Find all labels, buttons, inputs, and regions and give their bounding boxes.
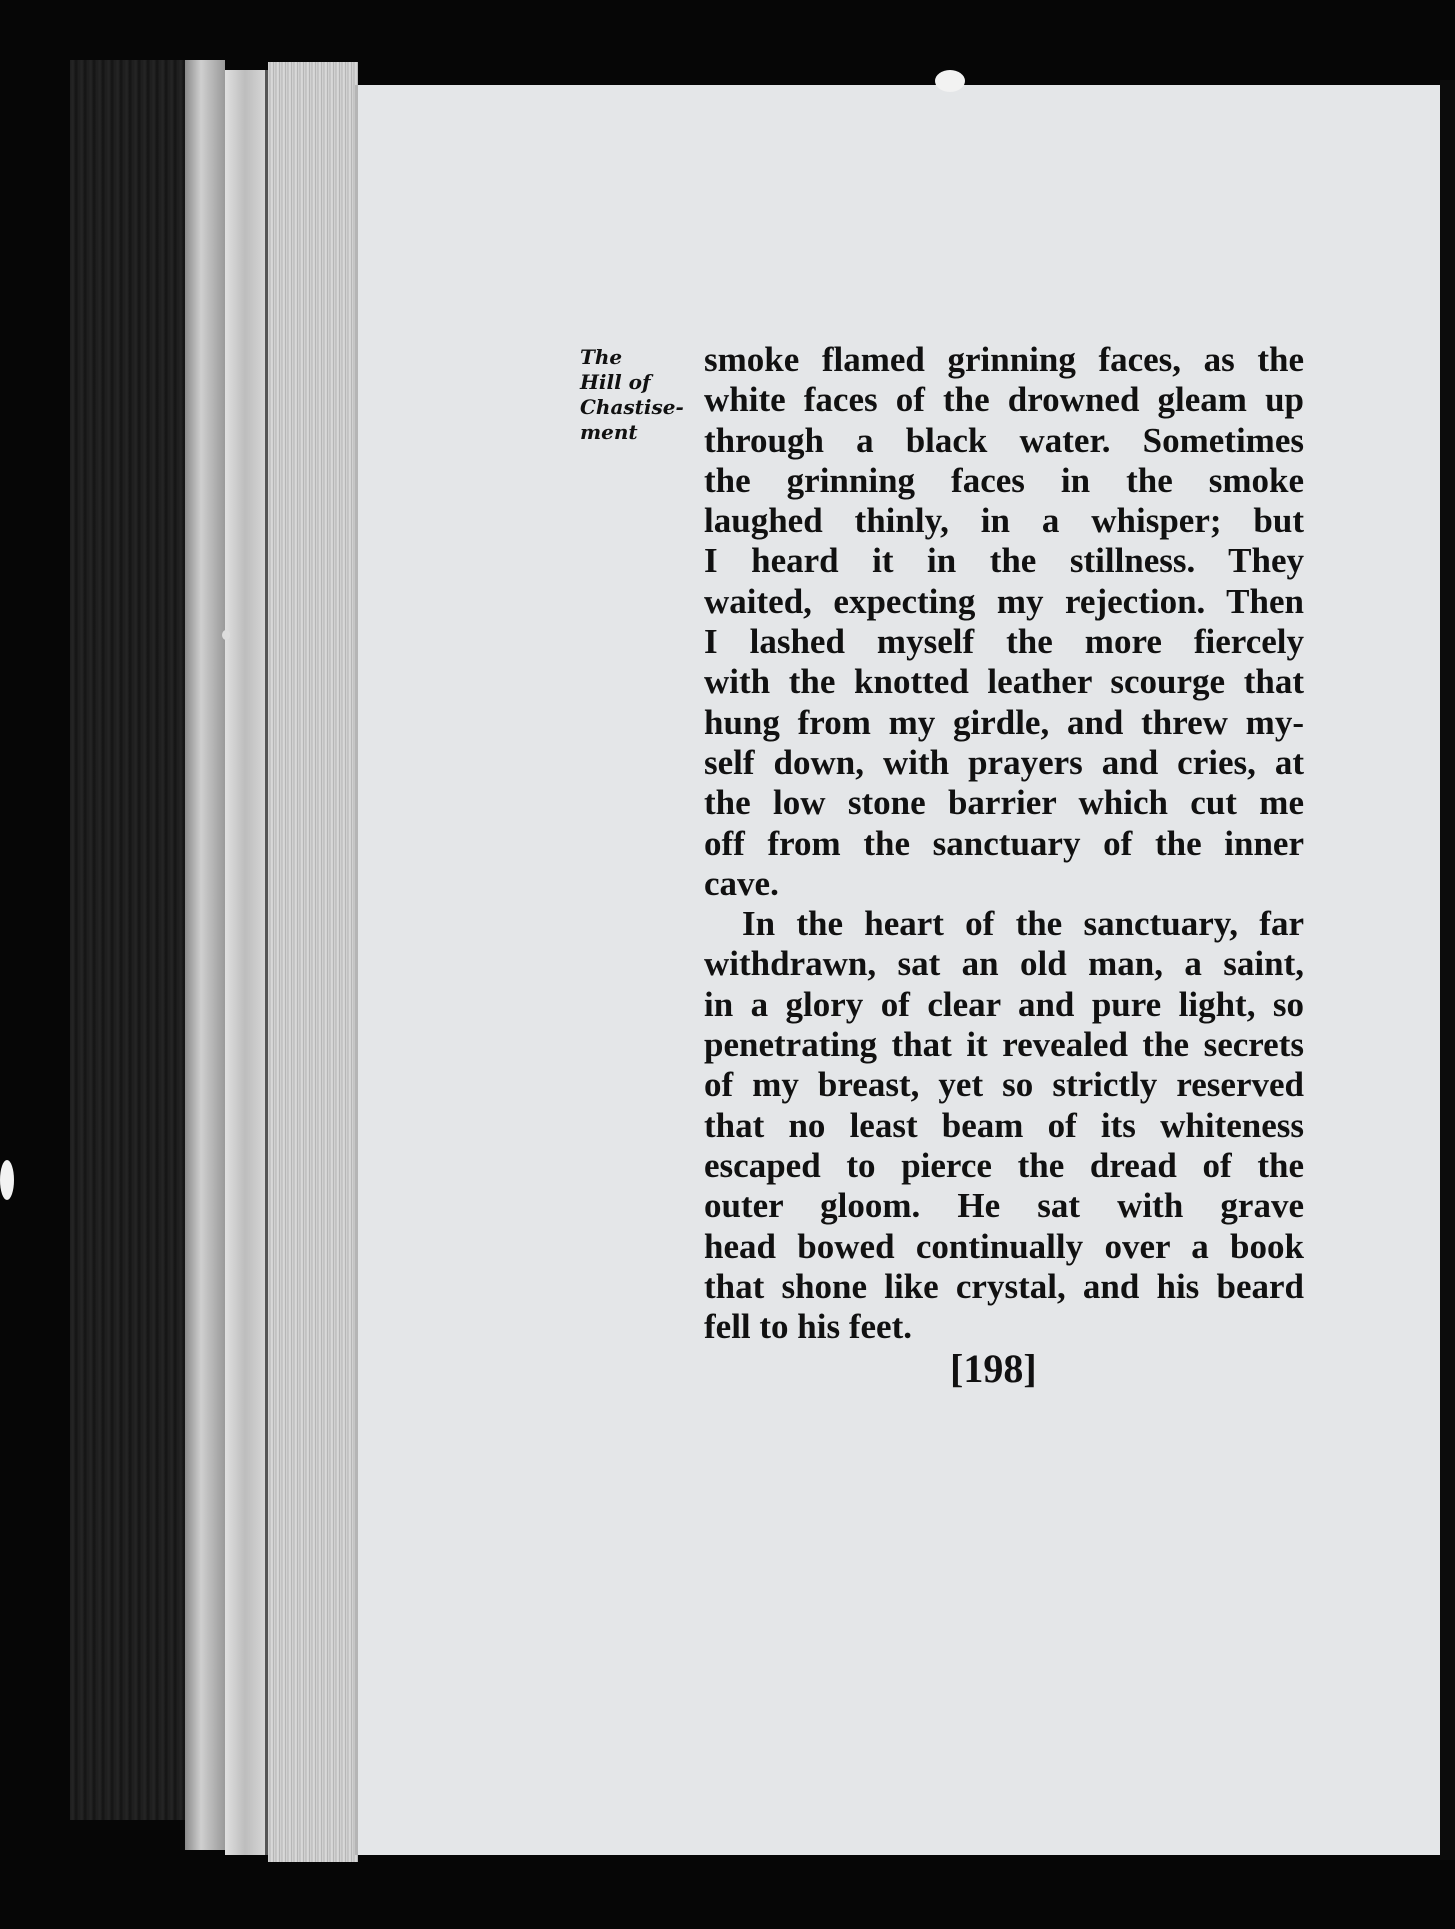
text-line: that shone like crystal, and his beard [704,1266,1304,1306]
text-line: the low stone barrier which cut me [704,783,1304,823]
text-line: outer gloom. He sat with grave [704,1186,1304,1226]
side-note-line: The [580,345,623,369]
side-note [580,345,684,445]
dust-speck [935,70,965,92]
side-note-line: ment [580,420,638,444]
text-line: withdrawn, sat an old man, a saint, [704,944,1304,984]
side-note-line: Chastise- [580,395,684,419]
text-line: of my breast, yet so strictly reserved [704,1065,1304,1105]
text-line: in a glory of clear and pure light, so [704,984,1304,1024]
text-line: the grinning faces in the smoke [704,460,1304,500]
book-board-inner [225,70,268,1855]
right-shadow [1440,80,1455,1860]
text-line: through a black water. Sometimes [704,420,1304,460]
text-line: with the knotted leather scourge that [704,662,1304,702]
text-line: escaped to pierce the dread of the [704,1145,1304,1185]
text-line: In the heart of the sanctuary, far [742,904,1304,944]
dust-speck [222,630,230,640]
side-note-line: Hill of [580,370,651,394]
paragraph-2 [704,904,1304,1347]
dust-speck [0,1160,14,1200]
text-line: white faces of the drowned gleam up [704,380,1304,420]
text-line: hung from my girdle, and threw my- [704,702,1304,742]
text-line: I lashed myself the more fiercely [704,622,1304,662]
text-line: head bowed continually over a book [704,1226,1304,1266]
text-line: that no least beam of its whiteness [704,1105,1304,1145]
text-line: waited, expecting my rejection. Then [704,581,1304,621]
text-line: fell to his feet. [704,1307,912,1347]
paragraph-1 [704,340,1304,904]
text-line: self down, with prayers and cries, at [704,742,1304,782]
page-number: [198] [950,1346,1037,1391]
text-line: laughed thinly, in a whisper; but [704,501,1304,541]
page-edges [268,62,358,1862]
text-line: cave. [704,863,779,903]
text-line: I heard it in the stillness. They [704,541,1304,581]
text-line: penetrating that it revealed the secrets [704,1025,1304,1065]
text-line: off from the sanctuary of the inner [704,823,1304,863]
book-cover-edge [70,60,190,1820]
text-line: smoke flamed grinning faces, as the [704,340,1304,379]
book-board [185,60,225,1850]
body-text [704,340,1304,1347]
